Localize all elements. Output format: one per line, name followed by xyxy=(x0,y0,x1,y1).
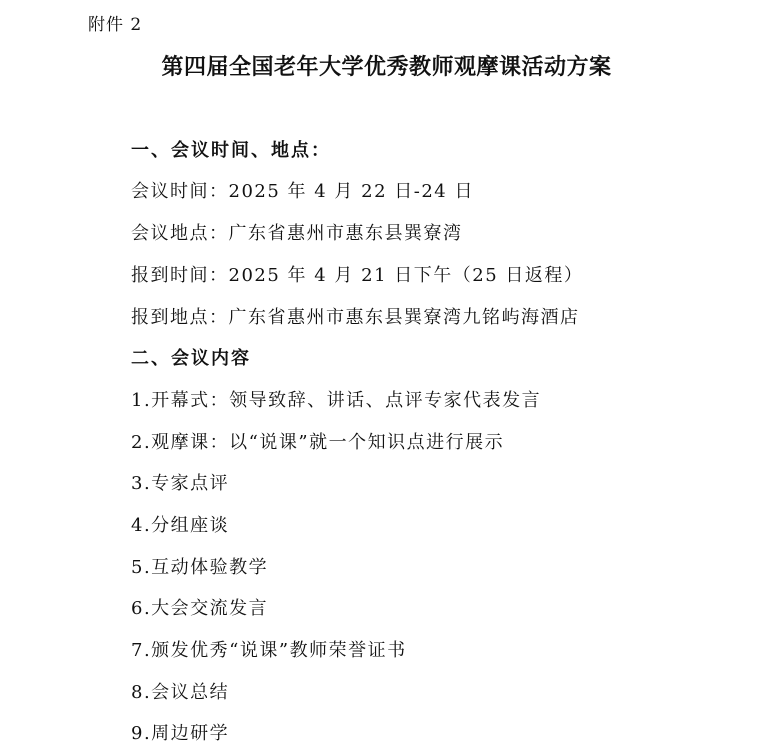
list-item: 8.会议总结 xyxy=(131,682,230,703)
list-item: 2.观摩课：以“说课”就一个知识点进行展示 xyxy=(131,432,505,453)
document-title: 第四届全国老年大学优秀教师观摩课活动方案 xyxy=(161,55,612,80)
list-item: 6.大会交流发言 xyxy=(131,598,269,619)
meeting-time: 会议时间：2025 年 4 月 22 日-24 日 xyxy=(131,181,474,202)
attachment-label: 附件 2 xyxy=(88,15,143,35)
list-item: 3.专家点评 xyxy=(131,473,230,494)
meeting-place: 会议地点：广东省惠州市惠东县巽寮湾 xyxy=(131,223,463,244)
checkin-place: 报到地点：广东省惠州市惠东县巽寮湾九铭屿海酒店 xyxy=(131,307,580,328)
list-item: 4.分组座谈 xyxy=(131,515,230,536)
list-item: 5.互动体验教学 xyxy=(131,557,269,578)
checkin-time: 报到时间：2025 年 4 月 21 日下午（25 日返程） xyxy=(131,265,584,286)
section-heading-time-place: 一、会议时间、地点： xyxy=(131,140,331,161)
section-heading-content: 二、会议内容 xyxy=(131,348,251,369)
list-item: 1.开幕式：领导致辞、讲话、点评专家代表发言 xyxy=(131,390,542,411)
list-item: 9.周边研学 xyxy=(131,723,230,744)
list-item: 7.颁发优秀“说课”教师荣誉证书 xyxy=(131,640,407,661)
